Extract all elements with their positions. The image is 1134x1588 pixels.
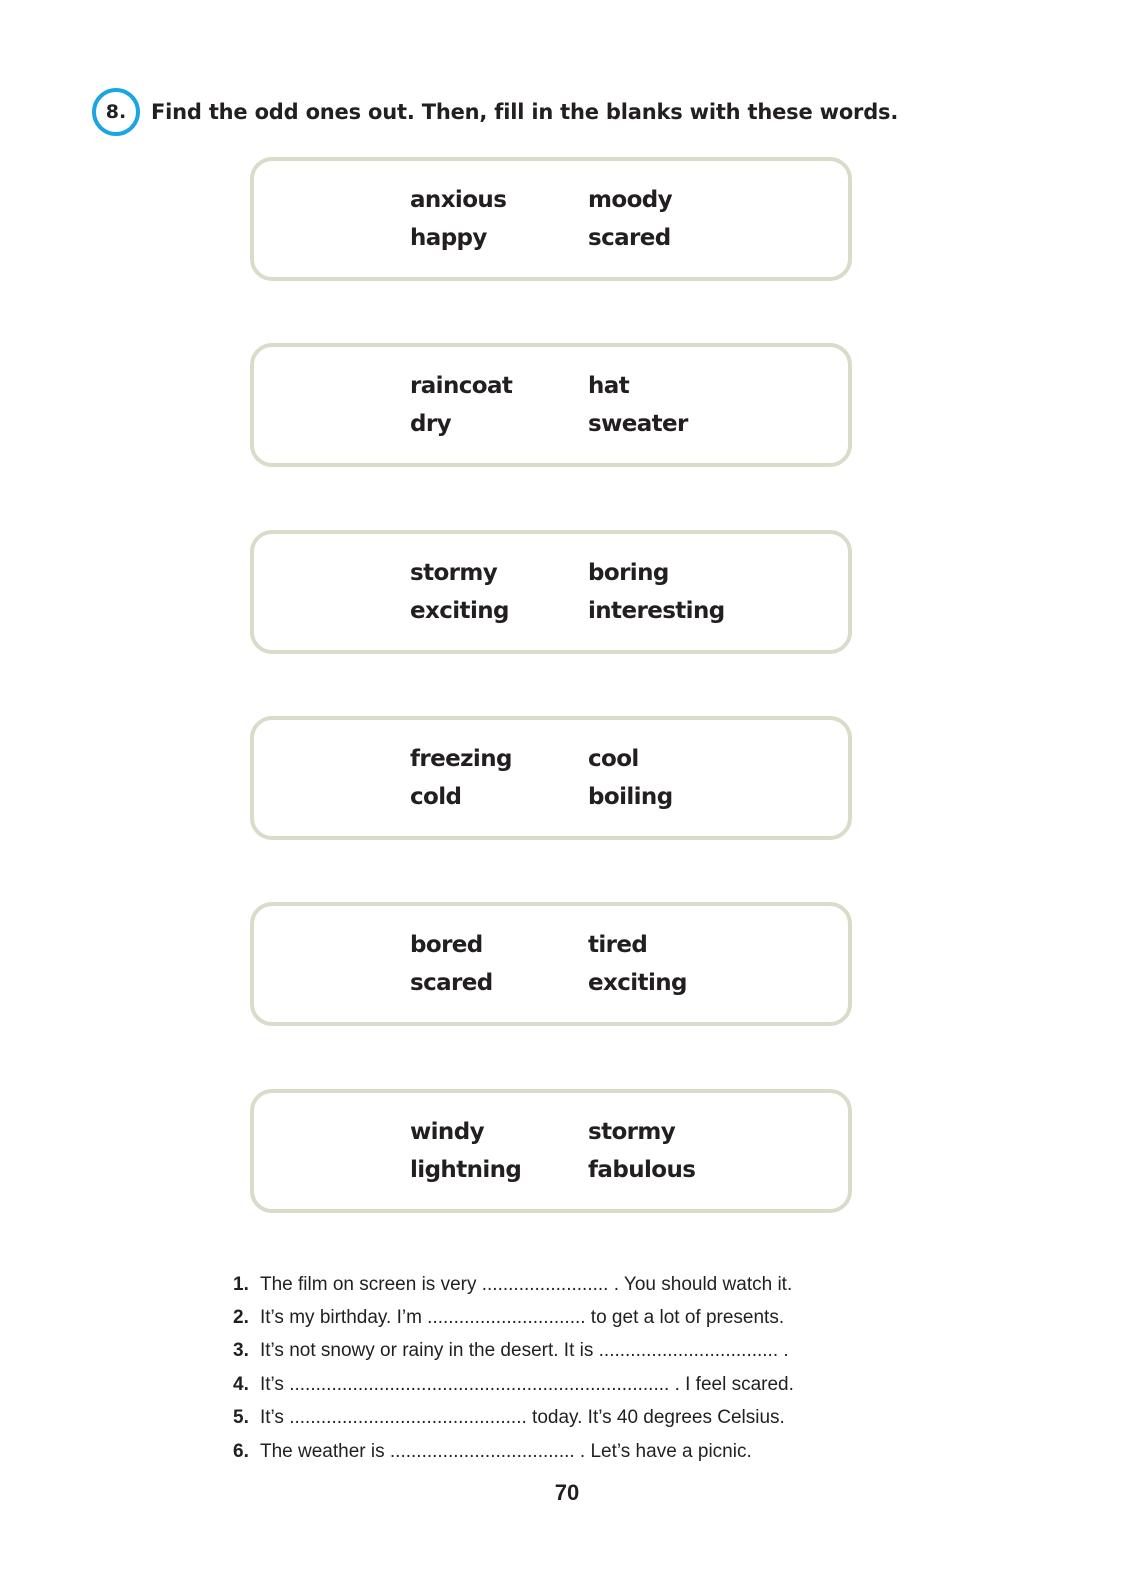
word-option[interactable]: interesting	[588, 598, 725, 624]
word-option[interactable]: dry	[410, 411, 451, 437]
word-option[interactable]: stormy	[588, 1119, 676, 1145]
word-option[interactable]: raincoat	[410, 373, 513, 399]
sentence-item	[233, 1402, 794, 1435]
sentence-item	[233, 1368, 794, 1401]
word-option[interactable]: windy	[410, 1119, 484, 1145]
sentence-number: 5.	[233, 1407, 249, 1429]
sentence-item	[233, 1301, 794, 1334]
word-option[interactable]: sweater	[588, 411, 688, 437]
exercise-number-badge: 8.	[92, 88, 140, 136]
word-group-box	[250, 157, 852, 281]
word-option[interactable]: lightning	[410, 1157, 522, 1183]
word-group-box	[250, 1089, 852, 1213]
word-option[interactable]: exciting	[410, 598, 509, 624]
word-option[interactable]: happy	[410, 225, 487, 251]
word-option[interactable]: hat	[588, 373, 630, 399]
sentence-text: The film on screen is very ........................ . You should watch it.	[260, 1273, 793, 1295]
sentence-item	[233, 1335, 794, 1368]
sentence-text: It’s not snowy or rainy in the desert. It is .................................. .	[260, 1340, 789, 1362]
word-option[interactable]: exciting	[588, 970, 687, 996]
sentence-text: It’s ........................................................................ . I feel scared.	[260, 1373, 794, 1395]
word-group-box	[250, 530, 852, 654]
exercise-header	[92, 88, 898, 136]
word-option[interactable]: scared	[588, 225, 671, 251]
word-option[interactable]: cool	[588, 746, 639, 772]
sentence-text: The weather is ................................... . Let’s have a picnic.	[260, 1440, 752, 1462]
page-number: 70	[554, 1480, 580, 1505]
word-option[interactable]: bored	[410, 932, 483, 958]
sentence-number: 6.	[233, 1440, 249, 1462]
sentence-number: 1.	[233, 1273, 249, 1295]
word-group-box	[250, 343, 852, 467]
word-option[interactable]: fabulous	[588, 1157, 696, 1183]
word-option[interactable]: cold	[410, 784, 462, 810]
sentence-item	[233, 1435, 794, 1468]
word-option[interactable]: moody	[588, 187, 673, 213]
fill-in-sentences-list	[233, 1268, 794, 1468]
sentence-number: 4.	[233, 1373, 249, 1395]
sentence-number: 3.	[233, 1340, 249, 1362]
sentence-text: It’s my birthday. I’m .............................. to get a lot of presents.	[260, 1307, 785, 1329]
word-group-box	[250, 716, 852, 840]
word-option[interactable]: scared	[410, 970, 493, 996]
word-option[interactable]: stormy	[410, 560, 498, 586]
word-option[interactable]: boiling	[588, 784, 673, 810]
sentence-item	[233, 1268, 794, 1301]
word-group-box	[250, 902, 852, 1026]
word-option[interactable]: tired	[588, 932, 648, 958]
sentence-number: 2.	[233, 1307, 249, 1329]
word-option[interactable]: boring	[588, 560, 669, 586]
word-option[interactable]: freezing	[410, 746, 512, 772]
sentence-text: It’s ............................................. today. It’s 40 degrees Celsius.	[260, 1407, 785, 1429]
word-option[interactable]: anxious	[410, 187, 507, 213]
exercise-instruction: Find the odd ones out. Then, fill in the blanks with these words.	[151, 100, 899, 124]
